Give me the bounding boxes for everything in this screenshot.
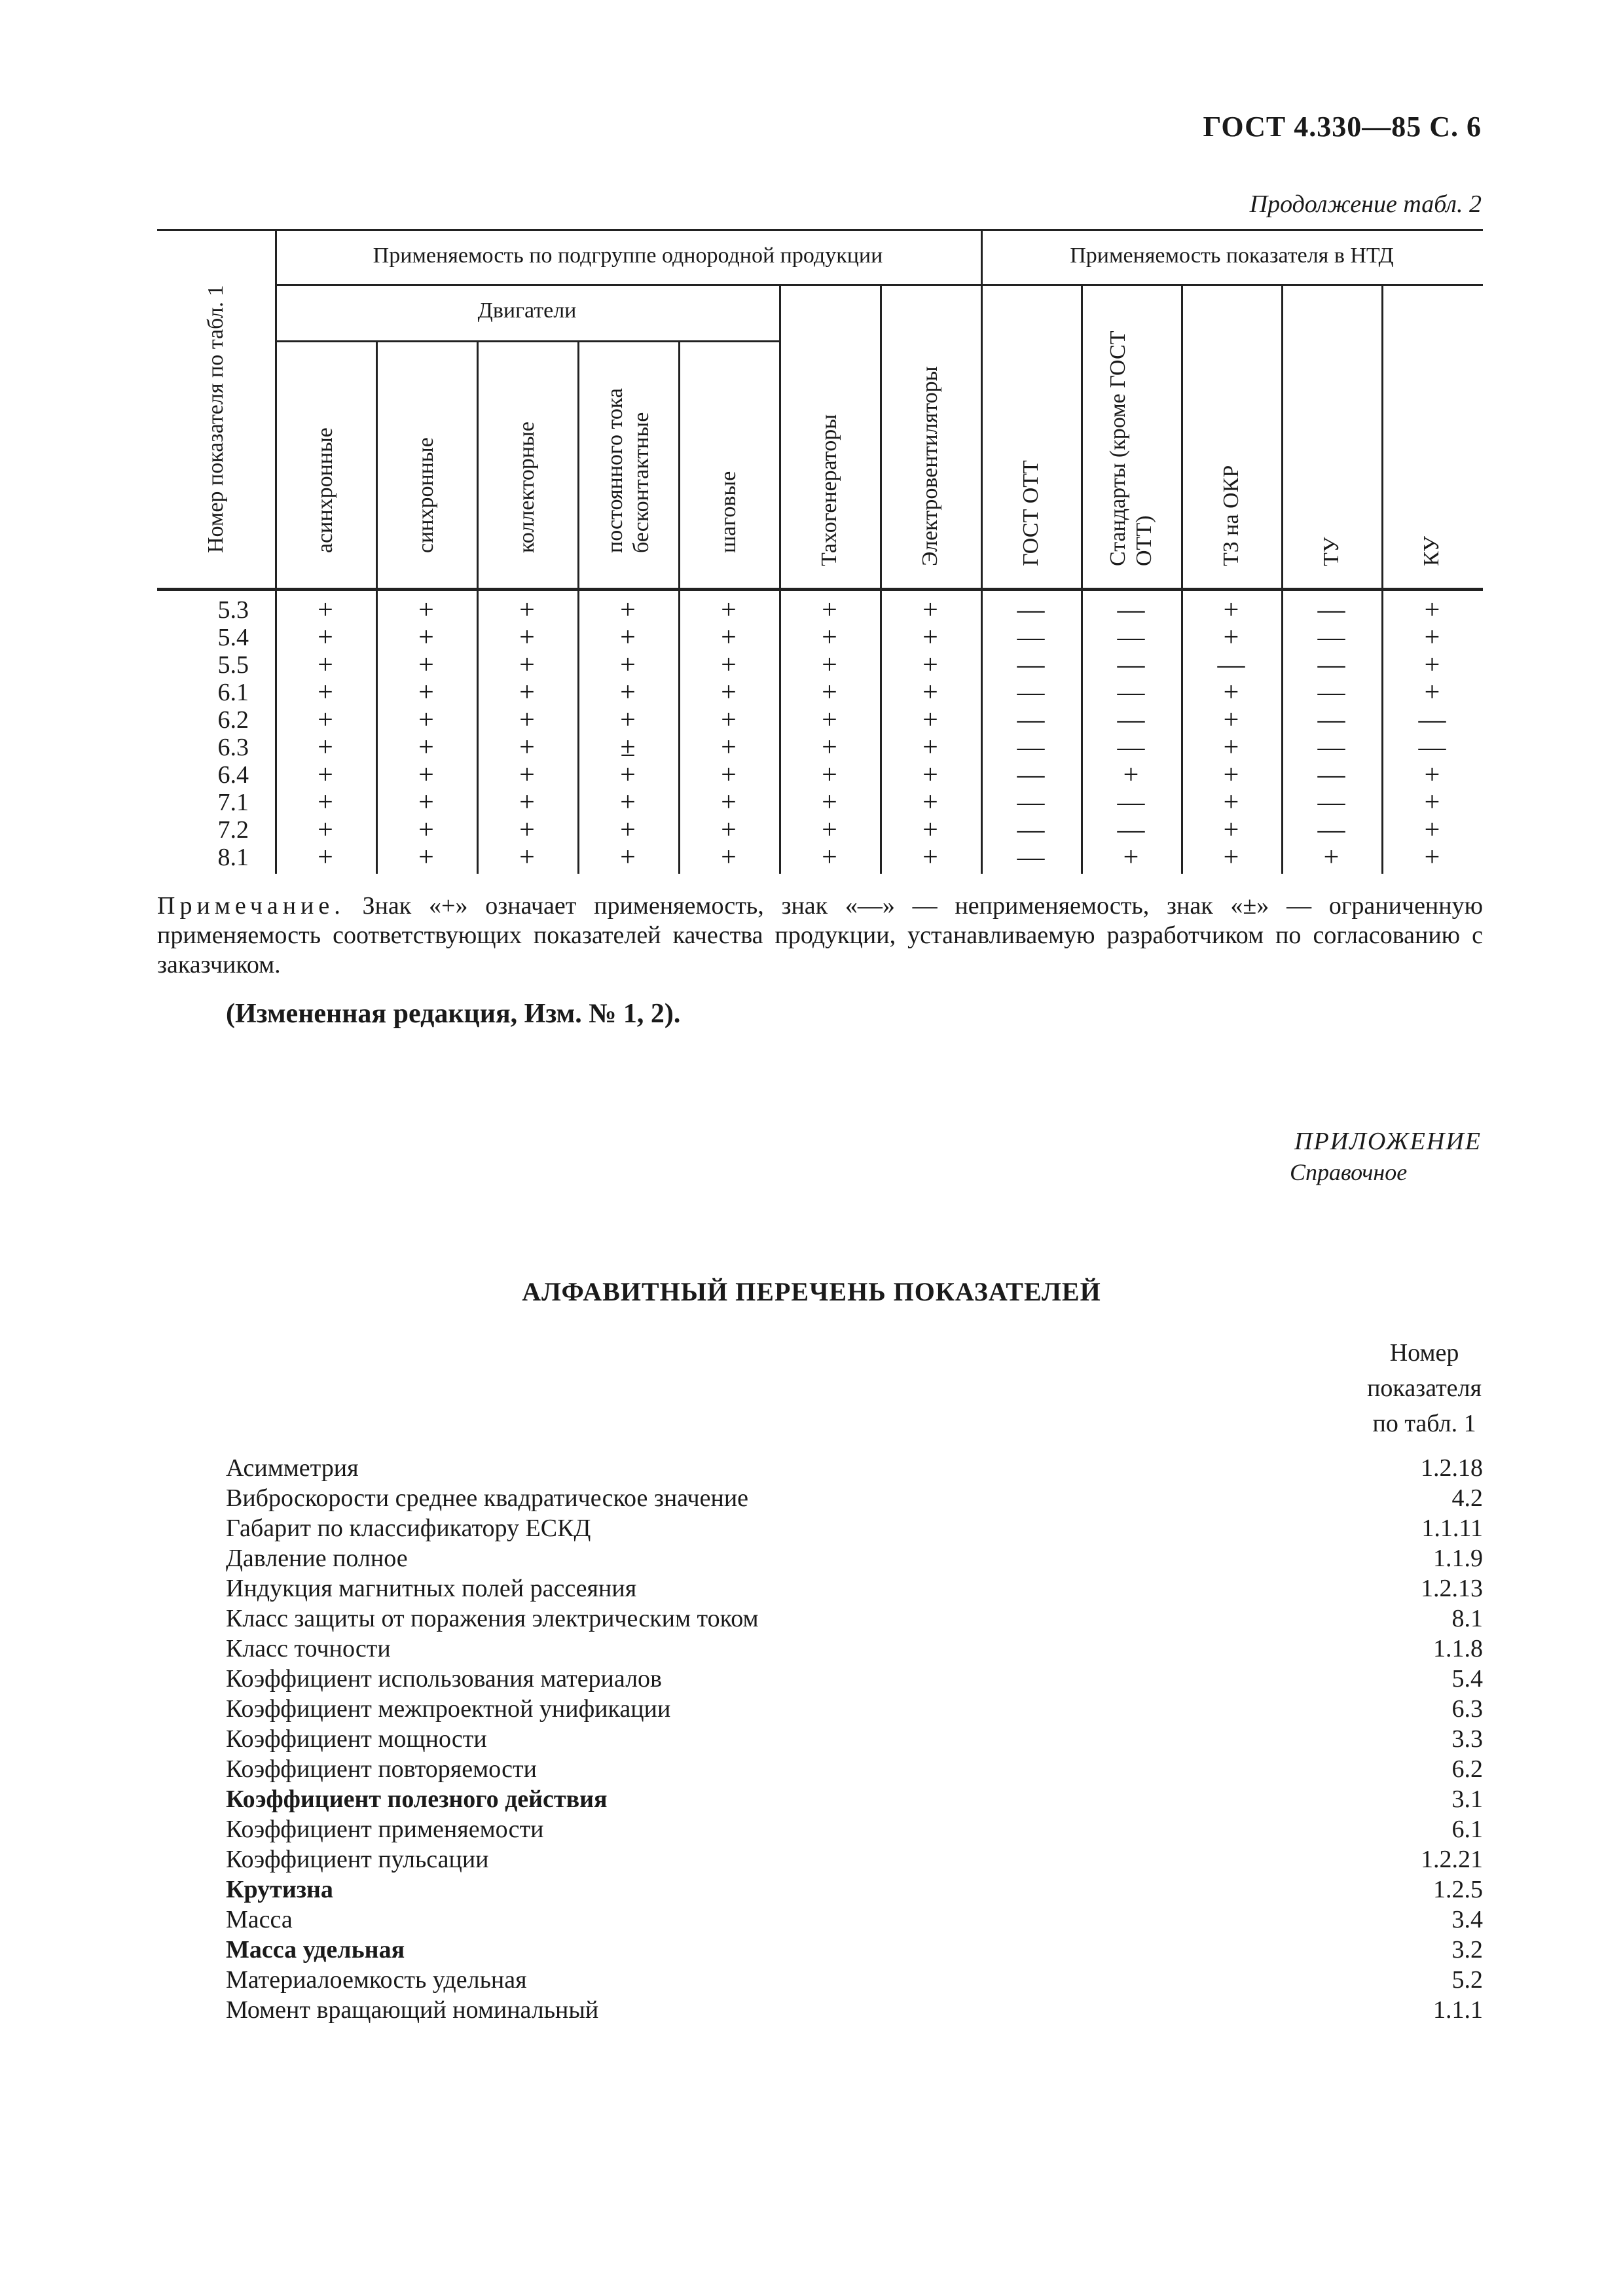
table-cell: —	[1017, 705, 1045, 735]
col-header-dc-brushless: постоянного тока бесконтактные	[603, 387, 653, 553]
table-cell: +	[318, 595, 333, 625]
table-cell: +	[318, 787, 333, 817]
table-cell: —	[1117, 622, 1145, 653]
table-cell: —	[1017, 760, 1045, 790]
table-cell: —	[1317, 705, 1345, 735]
table-continuation-label: Продолжение табл. 2	[1249, 190, 1482, 218]
table-cell: +	[318, 760, 333, 790]
table-top-rule	[157, 229, 1483, 231]
table-cell: +	[519, 842, 535, 872]
table-cell: +	[721, 650, 737, 680]
col-header-ku: КУ	[1419, 535, 1444, 566]
table-cell: +	[418, 705, 434, 735]
table-cell: +	[620, 595, 636, 625]
indicator-number: 1.1.8	[1433, 1635, 1483, 1662]
table-cell: —	[1017, 732, 1045, 762]
table-cell: +	[1223, 622, 1239, 653]
indicator-number: 6.2	[1451, 1755, 1483, 1783]
row-number: 6.2	[217, 706, 249, 734]
table-cell: —	[1117, 815, 1145, 845]
table-cell: +	[318, 677, 333, 708]
table-cell: —	[1017, 815, 1045, 845]
header-subgroup-applicability: Применяемость по подгруппе однородной продукции	[373, 243, 883, 268]
table-cell: —	[1017, 842, 1045, 872]
table-cell: —	[1117, 787, 1145, 817]
table-cell: +	[822, 705, 837, 735]
indicator-row	[226, 1694, 1483, 1724]
indicator-number: 3.2	[1451, 1936, 1483, 1964]
note-lead: Примечание.	[157, 892, 345, 920]
indicator-row	[226, 1483, 1483, 1513]
table-cell: +	[620, 842, 636, 872]
table-cell: +	[1123, 842, 1139, 872]
table-cell: +	[721, 677, 737, 708]
table-cell: +	[922, 622, 938, 653]
table-cell: +	[922, 677, 938, 708]
indicator-name: Давление полное	[226, 1545, 408, 1572]
indicator-row	[226, 1844, 1483, 1874]
indicator-name: Класс точности	[226, 1635, 391, 1662]
table-cell: +	[822, 595, 837, 625]
table-cell: +	[1223, 732, 1239, 762]
table-cell: +	[1323, 842, 1340, 872]
table-cell: +	[721, 732, 737, 762]
table-cell: +	[822, 815, 837, 845]
row-number: 7.2	[217, 816, 249, 844]
row-number: 8.1	[217, 844, 249, 871]
table-cell: ±	[620, 732, 636, 762]
col-header-stepper: шаговые	[716, 471, 740, 553]
table-cell: +	[922, 705, 938, 735]
indicator-name: Момент вращающий номинальный	[226, 1996, 599, 2024]
indicator-row	[226, 1935, 1483, 1965]
col-header-asynchronous: асинхронные	[313, 427, 337, 553]
table-cell: +	[418, 595, 434, 625]
indicator-row	[226, 1634, 1483, 1664]
table-cell: +	[1223, 760, 1239, 790]
table-cell: +	[721, 705, 737, 735]
table-cell: +	[318, 732, 333, 762]
indicator-number: 3.3	[1451, 1725, 1483, 1753]
table-cell: —	[1217, 650, 1245, 680]
table-cell: +	[318, 705, 333, 735]
table-cell: —	[1017, 677, 1045, 708]
table-cell: +	[922, 842, 938, 872]
row-number: 7.1	[217, 789, 249, 816]
table-cell: +	[620, 760, 636, 790]
table-cell: +	[1223, 595, 1239, 625]
indicator-name: Коэффициент полезного действия	[226, 1785, 608, 1813]
indicator-name: Коэффициент межпроектной унификации	[226, 1695, 671, 1723]
table-cell: +	[922, 760, 938, 790]
indicator-number: 6.3	[1451, 1695, 1483, 1723]
table-cell: +	[519, 622, 535, 653]
indicator-row	[226, 1995, 1483, 2025]
indicator-number: 6.1	[1451, 1816, 1483, 1843]
indicator-row	[226, 1874, 1483, 1905]
header-ntd-applicability: Применяемость показателя в НТД	[1070, 243, 1394, 268]
table-cell: +	[922, 787, 938, 817]
indicator-name: Материалоемкость удельная	[226, 1966, 527, 1994]
table-cell: +	[822, 732, 837, 762]
indicator-name: Индукция магнитных полей рассеяния	[226, 1575, 637, 1602]
table-cell: +	[822, 842, 837, 872]
indicator-name: Коэффициент повторяемости	[226, 1755, 537, 1783]
table-cell: +	[418, 650, 434, 680]
indicator-name: Коэффициент пульсации	[226, 1846, 489, 1873]
indicator-number: 1.2.13	[1421, 1575, 1483, 1602]
table-cell: +	[318, 622, 333, 653]
table-cell: +	[418, 815, 434, 845]
indicator-row	[226, 1905, 1483, 1935]
table-cell: +	[620, 815, 636, 845]
appendix-title: ПРИЛОЖЕНИЕ	[1294, 1128, 1482, 1155]
note-text: Знак «+» означает применяемость, знак «—» — неприменяемость, знак «±» — ограниченную применяемость соответствующих показателей качества продукции, устанавливаемую разработчиком по согласованию с заказчиком.	[157, 892, 1483, 978]
amendment-note: (Измененная редакция, Изм. № 1, 2).	[226, 999, 681, 1029]
table-cell: +	[1123, 760, 1139, 790]
indicator-name: Асимметрия	[226, 1454, 359, 1482]
list-column-header-line-1: Номер	[1389, 1339, 1459, 1367]
indicator-row	[226, 1814, 1483, 1844]
row-number: 6.3	[217, 734, 249, 761]
indicator-number: 1.2.21	[1421, 1846, 1483, 1873]
table-cell: —	[1317, 677, 1345, 708]
indicator-number: 3.4	[1451, 1906, 1483, 1933]
table-cell: —	[1117, 732, 1145, 762]
table-cell: +	[721, 842, 737, 872]
indicator-row	[226, 1604, 1483, 1634]
table-cell: +	[1424, 650, 1440, 680]
table-cell: +	[418, 732, 434, 762]
row-number: 5.4	[217, 624, 249, 651]
header-bottom-rule	[157, 588, 1483, 591]
appendix-subtitle: Справочное	[1290, 1159, 1408, 1185]
indicator-name: Масса	[226, 1906, 293, 1933]
col-header-tu: ТУ	[1319, 537, 1343, 566]
table-cell: +	[922, 650, 938, 680]
indicator-number: 1.1.1	[1433, 1996, 1483, 2024]
applicability-table	[157, 229, 1483, 874]
table-cell: +	[721, 787, 737, 817]
indicator-number: 1.1.9	[1433, 1545, 1483, 1572]
table-cell: —	[1317, 787, 1345, 817]
table-cell: +	[519, 705, 535, 735]
indicator-number: 3.1	[1451, 1785, 1483, 1813]
col-header-gost-ott: ГОСТ ОТТ	[1019, 460, 1043, 566]
header-rule-1	[275, 284, 1483, 286]
table-cell: +	[519, 595, 535, 625]
list-column-header	[1367, 1335, 1482, 1441]
table-cell: +	[620, 705, 636, 735]
table-cell: +	[922, 595, 938, 625]
page-header: ГОСТ 4.330—85 С. 6	[1203, 111, 1482, 143]
indicator-name: Виброскорости среднее квадратическое значение	[226, 1484, 749, 1512]
table-cell: —	[1017, 595, 1045, 625]
col-header-standards: Стандарты (кроме ГОСТ ОТТ)	[1106, 331, 1156, 566]
table-cell: +	[1424, 842, 1440, 872]
col-header-commutator: коллекторные	[515, 422, 539, 553]
table-cell: —	[1317, 732, 1345, 762]
indicator-name: Крутизна	[226, 1876, 333, 1903]
table-cell: +	[822, 760, 837, 790]
row-number: 5.5	[217, 651, 249, 679]
indicator-name: Коэффициент мощности	[226, 1725, 487, 1753]
indicator-name: Класс защиты от поражения электрическим током	[226, 1605, 759, 1632]
row-number: 6.1	[217, 679, 249, 706]
table-cell: +	[1424, 815, 1440, 845]
header-indicator-number: Номер показателя по табл. 1	[204, 285, 228, 553]
table-cell: +	[1424, 787, 1440, 817]
col-header-tz-okr: ТЗ на ОКР	[1219, 465, 1243, 566]
table-cell: +	[318, 650, 333, 680]
table-cell: +	[519, 677, 535, 708]
table-cell: +	[418, 787, 434, 817]
header-rule-2	[275, 340, 779, 342]
table-cell: +	[721, 760, 737, 790]
indicator-name: Масса удельная	[226, 1936, 405, 1964]
indicator-row	[226, 1543, 1483, 1573]
table-cell: +	[418, 760, 434, 790]
indicator-name: Коэффициент применяемости	[226, 1816, 544, 1843]
table-cell: +	[418, 622, 434, 653]
row-number: 6.4	[217, 761, 249, 789]
table-cell: —	[1418, 705, 1446, 735]
indicator-row	[226, 1965, 1483, 1995]
table-cell: +	[620, 787, 636, 817]
indicator-number: 1.1.11	[1421, 1515, 1483, 1542]
table-cell: +	[1223, 842, 1239, 872]
table-cell: +	[519, 760, 535, 790]
table-cell: +	[1223, 677, 1239, 708]
table-cell: —	[1317, 650, 1345, 680]
table-cell: +	[1424, 760, 1440, 790]
indicator-row	[226, 1573, 1483, 1604]
list-column-header-line-2: показателя	[1367, 1374, 1482, 1402]
header-motors: Двигатели	[477, 298, 577, 323]
indicator-name: Габарит по классификатору ЕСКД	[226, 1515, 591, 1542]
table-note	[157, 891, 1483, 980]
table-cell: +	[721, 815, 737, 845]
indicator-row	[226, 1724, 1483, 1754]
table-cell: +	[318, 815, 333, 845]
table-cell: +	[620, 650, 636, 680]
table-cell: +	[822, 622, 837, 653]
table-cell: —	[1317, 815, 1345, 845]
table-cell: +	[922, 815, 938, 845]
table-cell: +	[519, 815, 535, 845]
table-cell: —	[1117, 705, 1145, 735]
table-cell: +	[1424, 595, 1440, 625]
table-cell: +	[620, 622, 636, 653]
table-cell: +	[822, 650, 837, 680]
col-header-electric-fans: Электровентиляторы	[918, 366, 942, 566]
table-cell: —	[1317, 622, 1345, 653]
indicator-row	[226, 1453, 1483, 1483]
indicator-number: 5.2	[1451, 1966, 1483, 1994]
indicator-row	[226, 1664, 1483, 1694]
list-column-header-line-3: по табл. 1	[1372, 1410, 1476, 1437]
alphabetical-list-title: АЛФАВИТНЫЙ ПЕРЕЧЕНЬ ПОКАЗАТЕЛЕЙ	[522, 1277, 1101, 1306]
table-cell: +	[620, 677, 636, 708]
table-cell: +	[519, 650, 535, 680]
table-cell: —	[1418, 732, 1446, 762]
table-cell: +	[519, 787, 535, 817]
table-cell: +	[318, 842, 333, 872]
table-cell: —	[1017, 787, 1045, 817]
table-cell: —	[1117, 595, 1145, 625]
table-cell: +	[418, 677, 434, 708]
indicator-row	[226, 1784, 1483, 1814]
table-cell: +	[519, 732, 535, 762]
table-cell: +	[822, 677, 837, 708]
table-cell: +	[721, 595, 737, 625]
table-cell: +	[418, 842, 434, 872]
table-cell: +	[721, 622, 737, 653]
indicator-row	[226, 1754, 1483, 1784]
table-cell: +	[822, 787, 837, 817]
table-cell: —	[1317, 760, 1345, 790]
indicator-number: 8.1	[1451, 1605, 1483, 1632]
table-cell: +	[1223, 705, 1239, 735]
indicator-number: 1.2.5	[1433, 1876, 1483, 1903]
indicator-name: Коэффициент использования материалов	[226, 1665, 663, 1693]
indicator-number: 4.2	[1451, 1484, 1483, 1512]
table-cell: —	[1117, 650, 1145, 680]
indicator-number: 1.2.18	[1421, 1454, 1483, 1482]
table-cell: —	[1017, 622, 1045, 653]
indicator-number: 5.4	[1451, 1665, 1483, 1693]
table-cell: —	[1117, 677, 1145, 708]
table-cell: +	[1424, 622, 1440, 653]
col-header-tachogenerators: Тахогенераторы	[817, 414, 841, 566]
indicator-row	[226, 1513, 1483, 1543]
table-cell: —	[1017, 650, 1045, 680]
col-header-synchronous: синхронные	[414, 437, 438, 553]
row-number: 5.3	[217, 596, 249, 624]
table-cell: —	[1317, 595, 1345, 625]
table-cell: +	[922, 732, 938, 762]
table-cell: +	[1223, 787, 1239, 817]
table-cell: +	[1424, 677, 1440, 708]
table-cell: +	[1223, 815, 1239, 845]
